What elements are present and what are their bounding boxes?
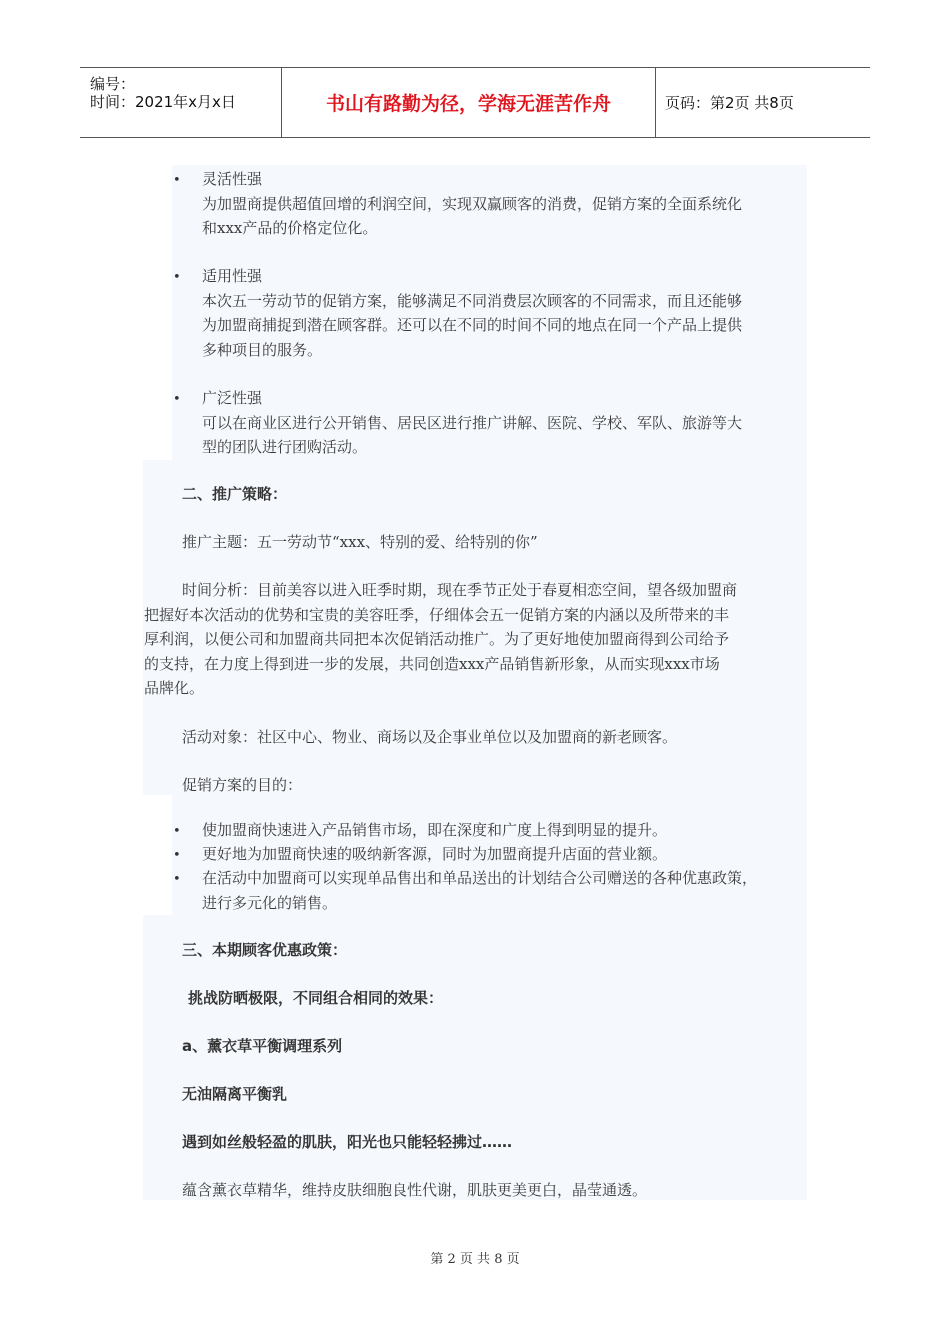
purpose-title: 促销方案的目的： bbox=[182, 776, 303, 794]
bullet-line: 多种项目的服务。 bbox=[202, 340, 323, 359]
bullet-line: 可以在商业区进行公开销售、居民区进行推广讲解、医院、学校、军队、旅游等大 bbox=[202, 413, 743, 432]
page-label: 页码：第2页 共8页 bbox=[665, 94, 794, 112]
product-title: 无油隔离平衡乳 bbox=[182, 1085, 288, 1103]
product-slogan: 遇到如丝般轻盈的肌肤，阳光也只能轻轻拂过…… bbox=[182, 1133, 513, 1151]
bullet-line: 为加盟商捕捉到潜在顾客群。还可以在不同的时间不同的地点在同一个产品上提供 bbox=[202, 316, 743, 334]
bullet-line: 本次五一劳动节的促销方案，能够满足不同消费层次顾客的不同需求，而且还能够 bbox=[202, 291, 743, 310]
bullet-line: 和xxx产品的价格定位化。 bbox=[202, 219, 378, 237]
product-description: 蕴含薰衣草精华，维持皮肤细胞良性代谢，肌肤更美更白，晶莹通透。 bbox=[182, 1181, 648, 1199]
section-heading-promotion: 二、推广策略： bbox=[182, 485, 288, 503]
bullet-dot: • bbox=[173, 872, 181, 887]
bullet-dot: • bbox=[173, 848, 181, 863]
bullet-title: 适用性强 bbox=[202, 267, 263, 285]
section-heading-policy: 三、本期顾客优惠政策： bbox=[182, 941, 348, 959]
purpose-item: 在活动中加盟商可以实现单品售出和单品送出的计划结合公司赠送的各种优惠政策， bbox=[202, 869, 758, 887]
analysis-line: 时间分析：目前美容以进入旺季时期，现在季节正处于春夏相恋空间，望各级加盟商 bbox=[182, 581, 738, 599]
page-footer: 第 2 页 共 8 页 bbox=[430, 1252, 520, 1267]
header-meta bbox=[80, 68, 281, 137]
bullet-title: 灵活性强 bbox=[202, 170, 263, 188]
bullet-dot: • bbox=[173, 270, 181, 285]
date-label: 时间：2021年x月x日 bbox=[90, 93, 236, 111]
header-motto: 书山有路勤为径，学海无涯苦作舟 bbox=[281, 68, 656, 137]
challenge-line: 挑战防晒极限，不同组合相同的效果： bbox=[188, 989, 444, 1007]
analysis-line: 品牌化。 bbox=[144, 679, 205, 697]
bullet-line: 型的团队进行团购活动。 bbox=[202, 438, 368, 456]
header-page bbox=[655, 68, 870, 137]
analysis-line: 厚利润，以便公司和加盟商共同把本次促销活动推广。为了更好地使加盟商得到公司给予 bbox=[144, 630, 730, 648]
purpose-item: 进行多元化的销售。 bbox=[202, 893, 338, 912]
bullet-dot: • bbox=[173, 173, 181, 188]
purpose-item: 更好地为加盟商快速的吸纳新客源，同时为加盟商提升店面的营业额。 bbox=[202, 845, 668, 863]
bullet-line: 为加盟商提供超值回增的利润空间，实现双赢顾客的消费，促销方案的全面系统化 bbox=[202, 194, 743, 213]
series-title: a、薰衣草平衡调理系列 bbox=[182, 1037, 343, 1055]
bullet-dot: • bbox=[173, 392, 181, 407]
promotion-theme: 推广主题：五一劳动节“xxx、特别的爱、给特别的你” bbox=[182, 533, 538, 551]
analysis-line: 的支持，在力度上得到进一步的发展，共同创造xxx产品销售新形象，从而实现xxx市场 bbox=[144, 654, 720, 673]
activity-target: 活动对象：社区中心、物业、商场以及企事业单位以及加盟商的新老顾客。 bbox=[182, 728, 678, 746]
bullet-dot: • bbox=[173, 824, 181, 839]
page-header bbox=[80, 67, 870, 138]
bullet-title: 广泛性强 bbox=[202, 389, 263, 407]
purpose-item: 使加盟商快速进入产品销售市场，即在深度和广度上得到明显的提升。 bbox=[202, 821, 668, 839]
number-label: 编号： bbox=[90, 75, 136, 93]
analysis-line: 把握好本次活动的优势和宝贵的美容旺季，仔细体会五一促销方案的内涵以及所带来的丰 bbox=[144, 605, 730, 624]
